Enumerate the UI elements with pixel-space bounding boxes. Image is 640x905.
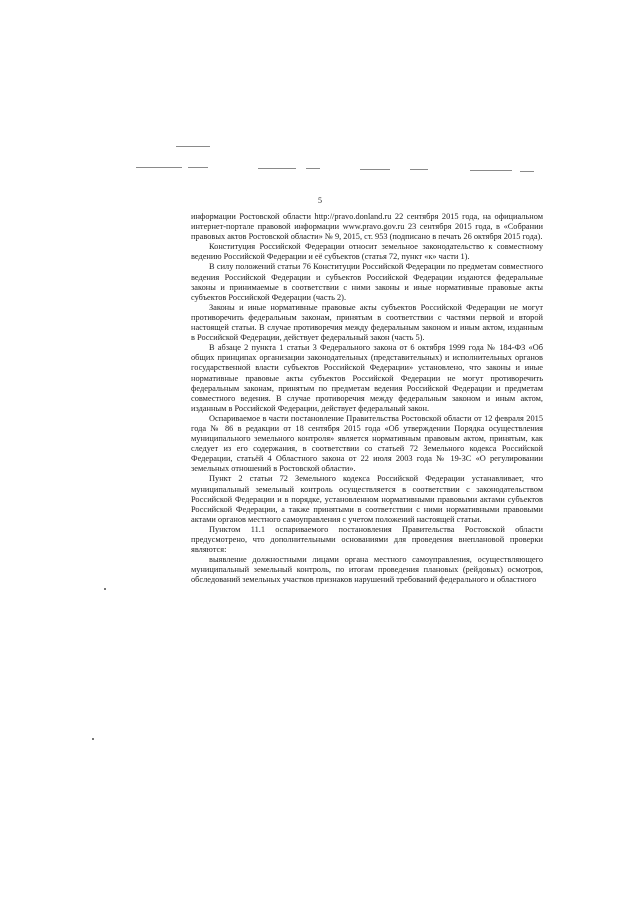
paragraph-2: Конституция Российской Федерации относит земельное законодательство к совместному ведению Российской Федерации и её субъектов (статья 72, пункт «к» части 1).	[191, 242, 543, 262]
paragraph-1: информации Ростовской области http://pravo.donland.ru 22 сентября 2015 года, на официальном интернет-портале правовой информации www.pravo.gov.ru 23 сентября 2015 года, в «Собрании правовых актов Ростовской области» № 9, 2015, ст. 953 (подписано в печать 26 октября 2015 года).	[191, 212, 543, 242]
page-number: 5	[318, 196, 322, 205]
scan-artifact-line	[410, 169, 428, 170]
scan-artifact-line	[176, 146, 210, 147]
scan-artifact-line	[258, 168, 296, 169]
scan-artifact-dot	[92, 738, 94, 740]
scan-artifact-line	[306, 168, 320, 169]
paragraph-6: Оспариваемое в части постановление Правительства Ростовской области от 12 февраля 2015 года № 86 в редакции от 18 сентября 2015 года «Об утверждении Порядка осуществления муниципального земельного контроля» является нормативным правовым актом, принятым, как следует из его содержания, в соответствии со статьей 72 Земельного кодекса Российской Федерации, статьёй 4 Областного закона от 22 июля 2003 года № 19-ЗС «О регулировании земельных отношений в Ростовской области».	[191, 413, 543, 474]
paragraph-5: В абзаце 2 пункта 1 статьи 3 Федерального закона от 6 октября 1999 года № 184-ФЗ «Об общих принципах организации законодательных (представительных) и исполнительных органов государственной власти субъектов Российской Федерации» установлено, что законы и иные нормативные правовые акты субъектов Российской Федерации не могут противоречить федеральным законам, принятым по предметам ведения Российской Федерации и предметам совместного ведения. В случае противоречия между федеральным законом и иным актом, изданным в Российской Федерации, действует федеральный закон.	[191, 343, 543, 413]
scan-artifact-line	[188, 167, 208, 168]
scan-artifact-line	[470, 170, 512, 171]
paragraph-9: выявление должностными лицами органа местного самоуправления, осуществляющего муниципальный земельный контроль, по итогам проведения плановых (рейдовых) осмотров, обследований земельных участков признаков нарушений требований федерального и областного	[191, 555, 543, 585]
scan-artifact-line	[136, 167, 182, 168]
document-body	[191, 212, 543, 585]
paragraph-3: В силу положений статьи 76 Конституции Российской Федерации по предметам совместного ведения Российской Федерации и субъектов Российской Федерации издаются федеральные законы и принимаемые в соответствии с ними законы и иные нормативные правовые акты субъектов Российской Федерации (часть 2).	[191, 262, 543, 302]
paragraph-7: Пункт 2 статьи 72 Земельного кодекса Российской Федерации устанавливает, что муниципальный земельный контроль осуществляется в соответствии с законодательством Российской Федерации и в порядке, установленном нормативными правовыми актами субъектов Российской Федерации, а также принятыми в соответствии с ними нормативными правовыми актами органов местного самоуправления с учетом положений настоящей статьи.	[191, 474, 543, 524]
scan-artifact-line	[360, 169, 390, 170]
scan-artifact-line	[520, 171, 534, 172]
scan-artifact-dot	[104, 588, 106, 590]
paragraph-8: Пунктом 11.1 оспариваемого постановления Правительства Ростовской области предусмотрено, что дополнительными основаниями для проведения внеплановой проверки являются:	[191, 524, 543, 555]
paragraph-4: Законы и иные нормативные правовые акты субъектов Российской Федерации не могут противоречить федеральным законам, принятым в соответствии с частями первой и второй настоящей статьи. В случае противоречия между федеральным законом и иным актом, изданным в Российской Федерации, действует федеральный закон (часть 5).	[191, 302, 543, 343]
